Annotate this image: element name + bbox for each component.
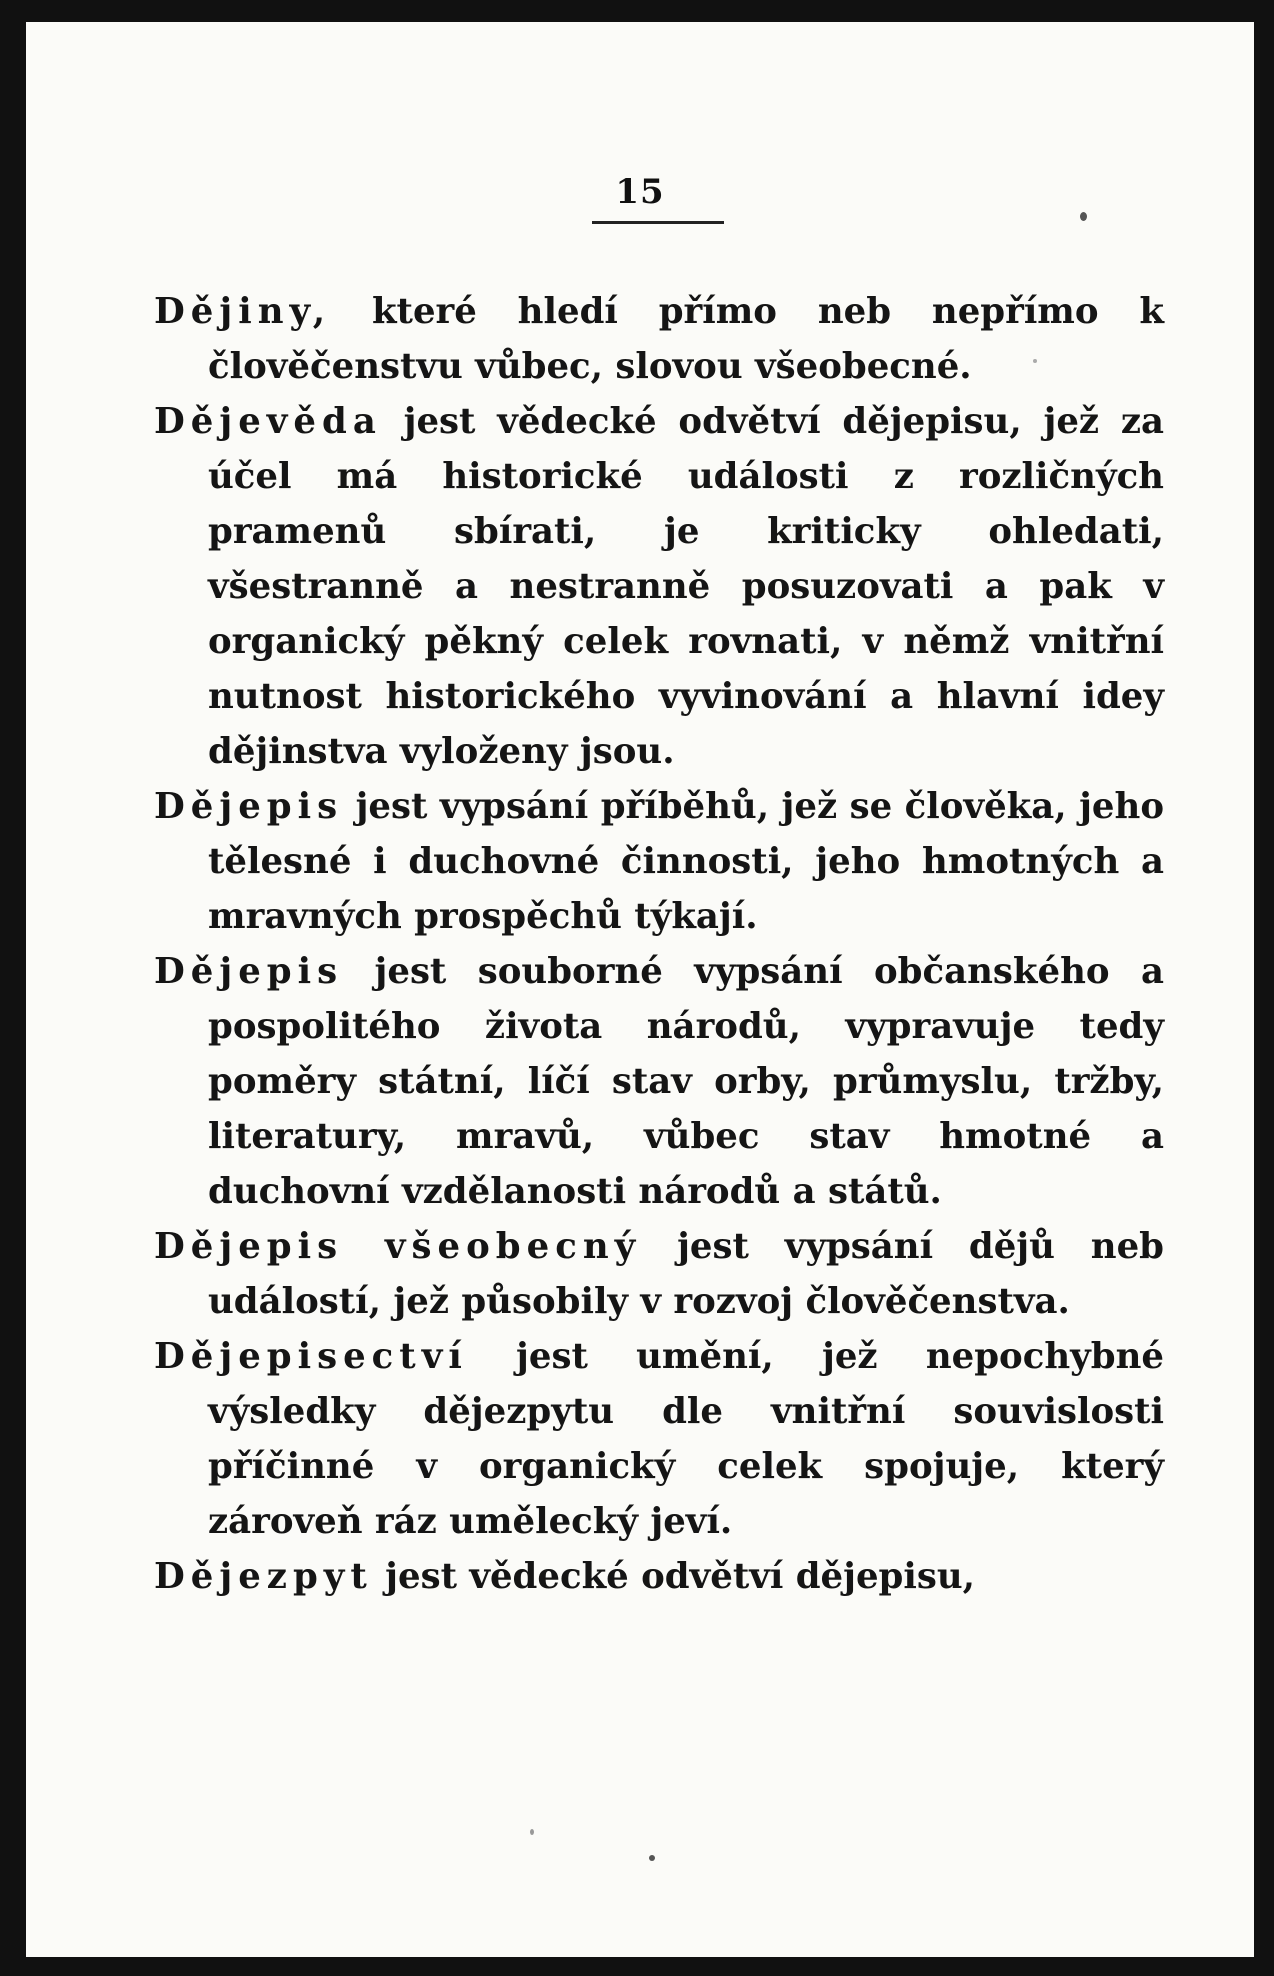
entry-dejepisectvi [154, 1329, 1164, 1549]
entry-term: Dějiny, [154, 291, 332, 332]
entry-term: Dějepis [154, 951, 344, 992]
scan-border-top [0, 0, 1274, 22]
entry-dejezpyt [154, 1549, 1164, 1604]
scan-speck [649, 1855, 655, 1861]
entry-text: jest vědecké odvětví dějepisu, [372, 1556, 976, 1597]
entry-text: jest vědecké odvětví dějepisu, jež za účel má historické události z rozličných pramenů sbírati, je kriticky ohledati, všestranně a nestranně posuzovati a pak v organický pěkný celek rovnati, v němž vnitřní nutnost historického vyvinování a hlavní idey dějinstva vyloženy jsou. [208, 401, 1164, 772]
entry-term: Dějezpyt [154, 1556, 373, 1597]
entry-text: jest umění, jež nepochybné výsledky dějezpytu dle vnitřní souvislosti příčinné v organický celek spojuje, který zároveň ráz umělecký jeví. [208, 1336, 1164, 1542]
entry-text: jest vypsání dějů neb událostí, jež působily v rozvoj člověčenstva. [208, 1226, 1164, 1322]
entry-dejiny [154, 284, 1164, 394]
scan-border-left [0, 0, 26, 1976]
page-number: 15 [615, 172, 665, 212]
scan-speck [1080, 212, 1087, 221]
entry-text: jest vypsání příběhů, jež se člověka, jeho tělesné i duchovné činnosti, jeho hmotných a mravných prospěchů týkají. [208, 786, 1164, 937]
scan-speck [530, 1829, 534, 1835]
page-text [154, 284, 1164, 1604]
scan-border-right [1254, 0, 1274, 1976]
entry-term: Dějepis všeobecný [154, 1226, 642, 1267]
entry-dejepis-1 [154, 779, 1164, 944]
entry-dejepis-vseobecny [154, 1219, 1164, 1329]
entry-term: Dějepis [154, 786, 344, 827]
book-page [26, 22, 1254, 1957]
scan-border-bottom [0, 1957, 1274, 1976]
scan-speck [1033, 359, 1037, 363]
entry-term: Dějepisectví [154, 1336, 468, 1377]
entry-dejeveda [154, 394, 1164, 779]
entry-dejepis-2 [154, 944, 1164, 1219]
entry-text: jest souborné vypsání občanského a pospolitého života národů, vypravuje tedy poměry státní, líčí stav orby, průmyslu, tržby, literatury, mravů, vůbec stav hmotné a duchovní vzdělanosti národů a států. [208, 951, 1164, 1212]
entry-text: které hledí přímo neb nepřímo k člověčenstvu vůbec, slovou všeobecné. [208, 291, 1164, 387]
page-number-rule [592, 221, 724, 224]
entry-term: Dějevěda [154, 401, 382, 442]
